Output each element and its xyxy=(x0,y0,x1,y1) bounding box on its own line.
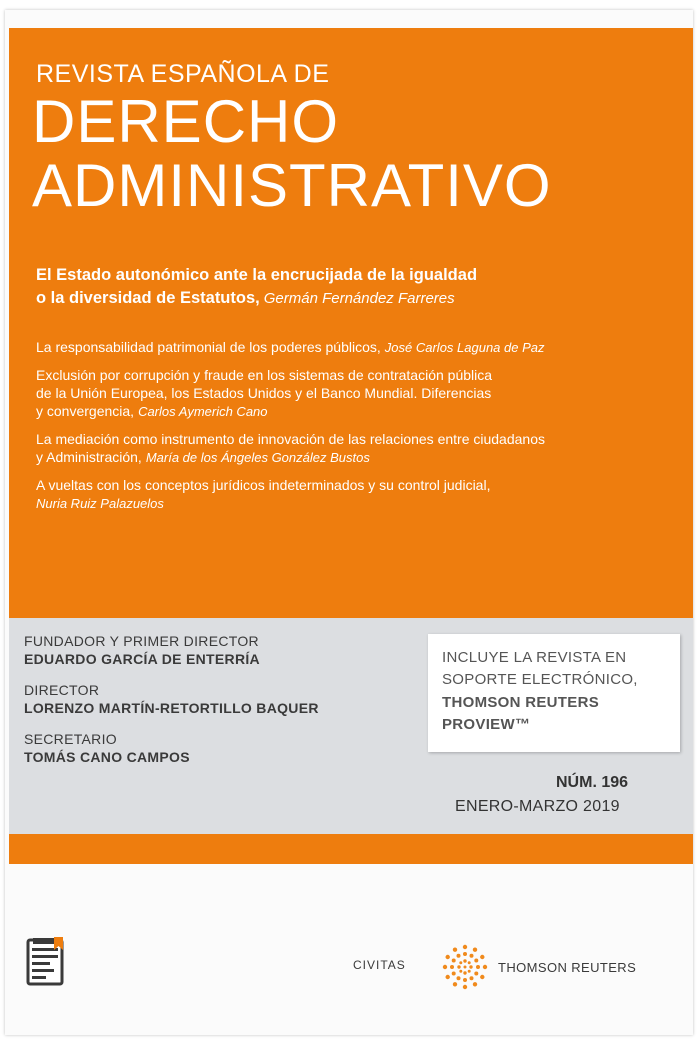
civitas-logo: CIVITAS xyxy=(353,958,406,972)
promo-line: SOPORTE ELECTRÓNICO, xyxy=(442,671,638,688)
journal-title-line1: DERECHO xyxy=(32,88,340,155)
article-item xyxy=(36,430,636,467)
promo-line: INCLUYE LA REVISTA EN xyxy=(442,649,627,666)
article-title: A vueltas con los conceptos jurídicos indeterminados y su control judicial, xyxy=(36,477,491,493)
article-title: y convergencia, xyxy=(36,403,135,419)
article-item xyxy=(36,338,636,357)
lead-article xyxy=(36,264,636,310)
lead-article-title-line1: El Estado autonómico ante la encrucijada de la igualdad xyxy=(36,266,478,284)
article-title: de la Unión Europea, los Estados Unidos y el Banco Mundial. Diferencias xyxy=(36,385,492,401)
article-author: María de los Ángeles González Bustos xyxy=(145,450,370,465)
staff-role: SECRETARIO xyxy=(24,731,117,747)
staff-role: FUNDADOR Y PRIMER DIRECTOR xyxy=(24,633,259,649)
journal-kicker: REVISTA ESPAÑOLA DE xyxy=(36,60,330,88)
staff-name: LORENZO MARTÍN-RETORTILLO BAQUER xyxy=(24,700,319,716)
article-item xyxy=(36,366,636,421)
thomson-reuters-name: THOMSON REUTERS xyxy=(498,960,637,975)
article-title: La responsabilidad patrimonial de los poderes públicos, xyxy=(36,339,381,355)
ebook-icon xyxy=(24,936,70,988)
lead-article-author: Germán Fernández Farreres xyxy=(263,290,455,307)
promo-line: THOMSON REUTERS xyxy=(442,694,600,711)
thomson-reuters-logo xyxy=(441,943,489,991)
article-title: La mediación como instrumento de innovación de las relaciones entre ciudadanos xyxy=(36,431,545,447)
issue-number: NÚM. 196 xyxy=(556,774,629,791)
promo-line: PROVIEW™ xyxy=(442,716,531,733)
article-author: Nuria Ruiz Palazuelos xyxy=(36,496,164,511)
staff-name: EDUARDO GARCÍA DE ENTERRÍA xyxy=(24,651,260,667)
proview-promo-box xyxy=(428,634,680,752)
article-list xyxy=(36,338,636,522)
article-item xyxy=(36,476,636,513)
article-title: y Administración, xyxy=(36,449,142,465)
journal-title-line2: ADMINISTRATIVO xyxy=(32,152,552,219)
editorial-staff xyxy=(24,632,319,779)
issue-period: ENERO-MARZO 2019 xyxy=(455,798,620,815)
journal-title xyxy=(32,90,552,218)
staff-name: TOMÁS CANO CAMPOS xyxy=(24,749,190,765)
article-title: Exclusión por corrupción y fraude en los sistemas de contratación pública xyxy=(36,367,493,383)
article-author: Carlos Aymerich Cano xyxy=(138,404,268,419)
lead-article-title-line2: o la diversidad de Estatutos, xyxy=(36,289,260,307)
article-author: José Carlos Laguna de Paz xyxy=(384,340,545,355)
staff-role: DIRECTOR xyxy=(24,682,100,698)
